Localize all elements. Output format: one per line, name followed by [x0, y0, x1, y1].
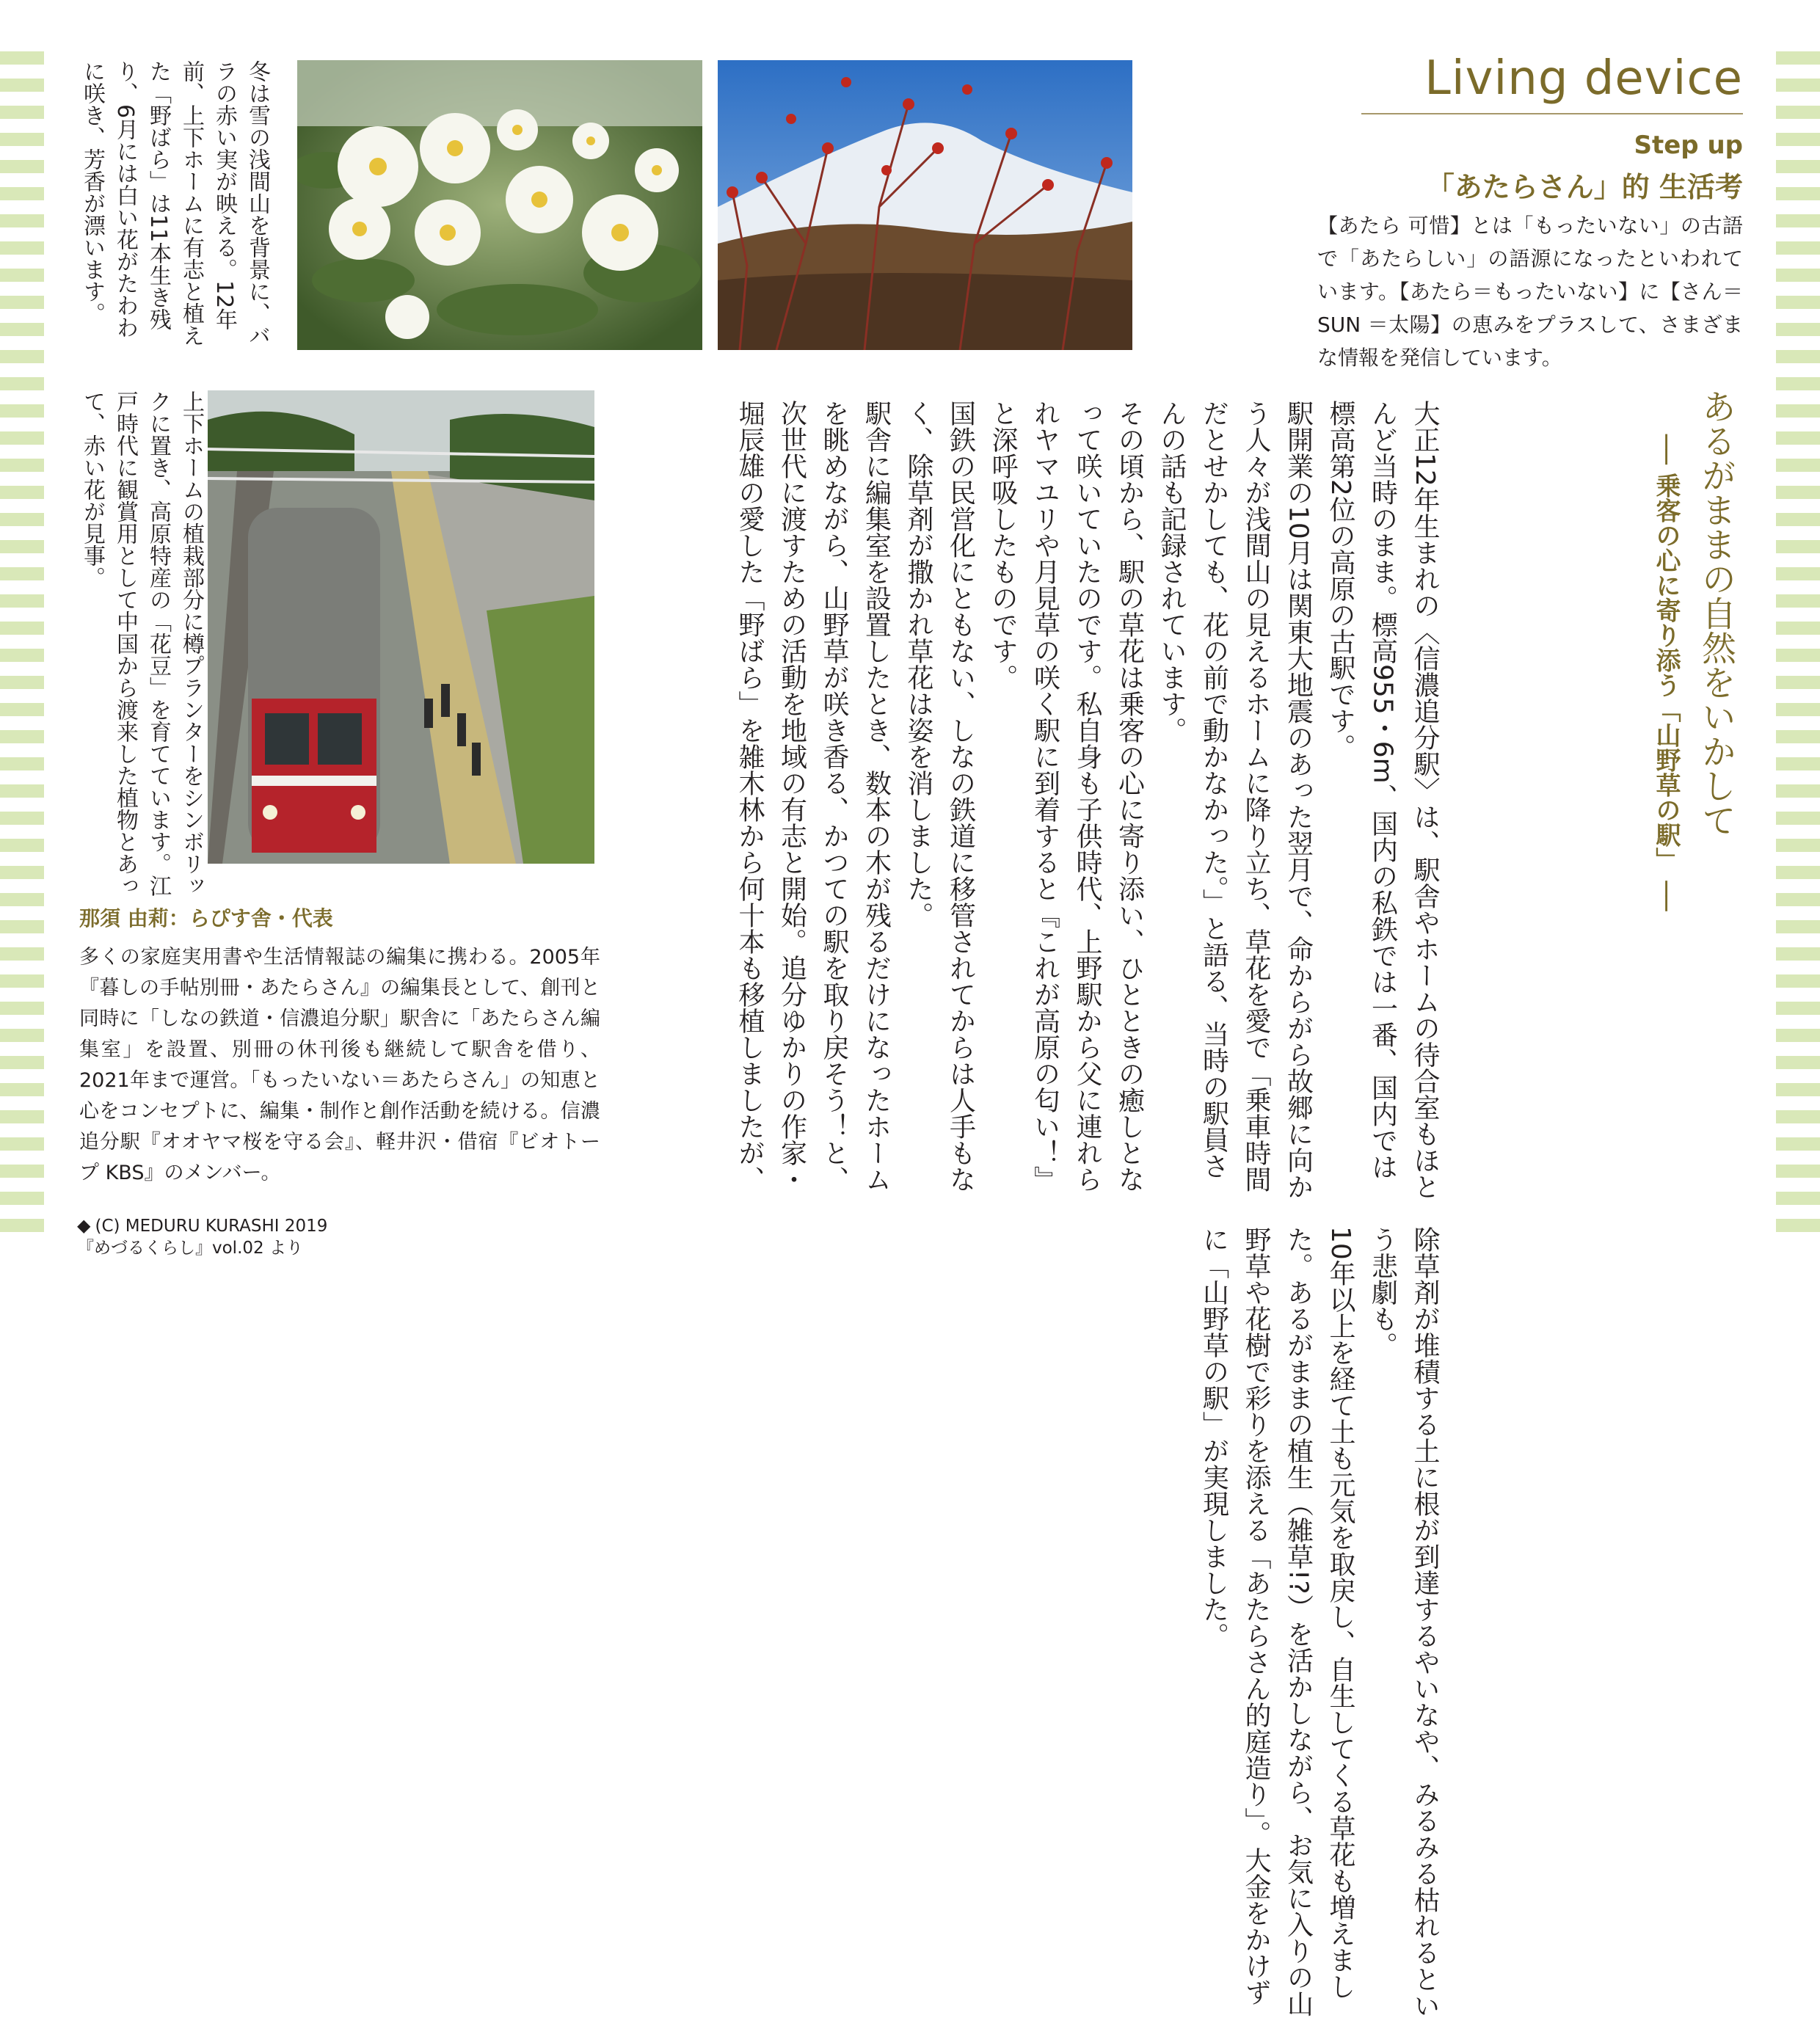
- stripe-bar: [0, 51, 44, 65]
- copyright: (C) MEDURU KURASHI 2019: [95, 1217, 328, 1236]
- step-up-label: Step up: [1634, 131, 1743, 160]
- stripe-bar: [1776, 784, 1820, 798]
- stripe-bar: [0, 323, 44, 336]
- header: [1361, 51, 1743, 205]
- stripe-bar: [1776, 1029, 1820, 1042]
- stripe-bar: [1776, 866, 1820, 879]
- stripe-bar: [0, 1056, 44, 1069]
- stripe-bar: [0, 404, 44, 418]
- stripe-bar: [1776, 594, 1820, 608]
- right-stripe-border: [1776, 51, 1820, 1262]
- stripe-bar: [0, 757, 44, 770]
- stripe-bar: [0, 1137, 44, 1151]
- stripe-bar: [0, 241, 44, 255]
- stripe-bar: [0, 866, 44, 879]
- stripe-bar: [0, 133, 44, 146]
- author-profile: [79, 903, 600, 1189]
- source-note: 『めづるくらし』vol.02 より: [77, 1239, 303, 1258]
- stripe-bar: [1776, 676, 1820, 689]
- stripe-bar: [1776, 214, 1820, 227]
- stripe-bar: [1776, 920, 1820, 933]
- stripe-bar: [0, 106, 44, 119]
- stripe-bar: [1776, 1165, 1820, 1178]
- stripe-bar: [0, 486, 44, 499]
- caption-roses: 冬は雪の浅間山を背景に、バラの赤い実が映える。12年前、上下ホームに有志と植えた「野ばら」は11本生き残り、6月には白い花がたわわに咲き、芳香が漂います。: [79, 60, 270, 346]
- stripe-bar: [1776, 839, 1820, 852]
- photo-white-roses: [297, 60, 702, 350]
- stripe-bar: [0, 594, 44, 608]
- stripe-bar: [0, 1192, 44, 1205]
- stripe-bar: [0, 676, 44, 689]
- article-paragraph: その頃から、駅の草花は乗客の心に寄り添い、ひとときの癒しとなって咲いていたのです。私自身も子供時代、上野駅から父に連れられヤマユリや月見草の咲く駅に到着すると『これが高原の匂い！』と深呼吸したものです。: [988, 400, 1145, 1192]
- stripe-bar: [0, 269, 44, 282]
- author-bio: 多くの家庭実用書や生活情報誌の編集に携わる。2005年『暮しの手帖別冊・あたらさん』の編集長として、創刊と同時に「しなの鉄道・信濃追分駅」駅舎に「あたらさん編集室」を設置、別冊の休刊後も継続して駅舎を借り、2021年まで運営。「もったいない＝あたらさん」の知恵と心をコンセプトに、編集・制作と創作活動を続ける。信濃追分駅『オオヤマ桜を守る会』、軽井沢・借宿『ビオトープ KBS』のメンバー。: [79, 946, 600, 1184]
- stripe-bar: [1776, 323, 1820, 336]
- stripe-bar: [0, 459, 44, 472]
- stripe-bar: [1776, 106, 1820, 119]
- stripe-bar: [1776, 757, 1820, 770]
- stripe-bar: [1776, 1137, 1820, 1151]
- caption-station: 上下ホームの植栽部分に樽プランターをシンボリックに置き、高原特産の「花豆」を育てています。江戸時代に観賞用として中国から渡来した植物とあって、赤い花が見事。: [79, 390, 204, 897]
- stripe-bar: [1776, 974, 1820, 988]
- stripe-bar: [1776, 296, 1820, 309]
- stripe-bar: [0, 974, 44, 988]
- stripe-bar: [0, 350, 44, 363]
- stripe-bar: [0, 1002, 44, 1015]
- stripe-bar: [0, 839, 44, 852]
- stripe-bar: [1776, 350, 1820, 363]
- stripe-bar: [0, 187, 44, 200]
- stripe-bar: [1776, 1192, 1820, 1205]
- credit: [77, 1214, 327, 1259]
- stripe-bar: [1776, 486, 1820, 499]
- stripe-bar: [1776, 187, 1820, 200]
- stripe-bar: [0, 1219, 44, 1232]
- stripe-bar: [0, 160, 44, 173]
- stripe-bar: [0, 214, 44, 227]
- stripe-bar: [1776, 1056, 1820, 1069]
- stripe-bar: [1776, 51, 1820, 65]
- stripe-bar: [1776, 1110, 1820, 1123]
- stripe-bar: [0, 79, 44, 92]
- stripe-bar: [0, 812, 44, 825]
- diamond-icon: ◆: [77, 1215, 91, 1236]
- stripe-bar: [0, 1029, 44, 1042]
- stripe-bar: [1776, 404, 1820, 418]
- stripe-bar: [0, 622, 44, 635]
- stripe-bar: [0, 947, 44, 961]
- stripe-bar: [1776, 649, 1820, 662]
- stripe-bar: [0, 784, 44, 798]
- stripe-bar: [1776, 377, 1820, 390]
- stripe-bar: [0, 730, 44, 743]
- stripe-bar: [1776, 241, 1820, 255]
- stripe-bar: [0, 893, 44, 906]
- stripe-bar: [0, 703, 44, 716]
- article-paragraph: 大正12年生まれの〈信濃追分駅〉は、駅舎やホームの待合室もほとんど当時のまま。標高955・6m、国内の私鉄では一番、国内では標高第2位の高原の古駅です。: [1325, 400, 1440, 1200]
- stripe-bar: [1776, 160, 1820, 173]
- stripe-bar: [1776, 1219, 1820, 1232]
- stripe-bar: [1776, 79, 1820, 92]
- stripe-bar: [1776, 1002, 1820, 1015]
- stripe-bar: [1776, 133, 1820, 146]
- photo-station-train: [208, 390, 594, 864]
- stripe-bar: [0, 540, 44, 553]
- left-stripe-border: [0, 51, 44, 1262]
- article-body: [646, 400, 1446, 2019]
- article-subheading: ── 乗客の心に寄り添う「山野草の駅」 ──: [1651, 434, 1681, 911]
- stripe-bar: [0, 1110, 44, 1123]
- photo-red-rose-hips-asama: [718, 60, 1132, 350]
- stripe-bar: [1776, 431, 1820, 445]
- stripe-bar: [0, 296, 44, 309]
- page-title: Living device: [1361, 51, 1743, 114]
- stripe-bar: [1776, 893, 1820, 906]
- stripe-bar: [0, 431, 44, 445]
- stripe-bar: [1776, 812, 1820, 825]
- stripe-bar: [0, 649, 44, 662]
- article-paragraph: 駅舎に編集室を設置したとき、数本の木が残るだけになったホームを眺めながら、山野草が咲き香る、かつての駅を取り戻そう！と、次世代に渡すための活動を地域の有志と開始。追分ゆかりの作家・堀辰雄の愛した「野ばら」を雑木林から何十本も移植しましたが、除草剤が堆積する土に根が到達するやいなや、みるみる枯れるという悲劇も。: [735, 400, 1440, 2019]
- stripe-bar: [1776, 622, 1820, 635]
- series-subtitle: 「あたらさん」的 生活考: [1426, 171, 1743, 203]
- stripe-bar: [1776, 703, 1820, 716]
- article-heading: あるがままの自然をいかして: [1696, 389, 1736, 837]
- article-paragraph: 10年以上を経て土も元気を取戻し、自生してくる草花も増えました。あるがままの植生（雑草!?）を活かしながら、お気に入りの山野草や花樹で彩りを添える「あたらさん的庭造り」。大金をかけずに「山野草の駅」が実現しました。: [1198, 1226, 1355, 2017]
- stripe-bar: [1776, 269, 1820, 282]
- stripe-bar: [0, 1083, 44, 1096]
- stripe-bar: [0, 1165, 44, 1178]
- stripe-bar: [1776, 1083, 1820, 1096]
- stripe-bar: [1776, 947, 1820, 961]
- article-paragraph: 国鉄の民営化にともない、しなの鉄道に移管されてからは人手もなく、除草剤が撒かれ草花は姿を消しました。: [903, 400, 976, 1192]
- intro-text: 【あたら 可惜】とは「もったいない」の古語で「あたらしい」の語源になったといわれています。【あたら＝もったいない】に【さん＝ SUN ＝太陽】の恵みをプラスして、さまざまな情報を発信しています。: [1317, 214, 1743, 370]
- stripe-bar: [1776, 567, 1820, 580]
- stripe-bar: [0, 377, 44, 390]
- stripe-bar: [0, 920, 44, 933]
- stripe-bar: [1776, 540, 1820, 553]
- stripe-bar: [1776, 513, 1820, 526]
- stripe-bar: [1776, 730, 1820, 743]
- stripe-bar: [1776, 459, 1820, 472]
- author-name: 那須 由莉：らぴす舎・代表: [79, 906, 333, 930]
- stripe-bar: [0, 513, 44, 526]
- stripe-bar: [0, 567, 44, 580]
- article-paragraph: 駅開業の10月は関東大地震のあった翌月で、命からがら故郷に向かう人々が浅間山の見えるホームに降り立ち、草花を愛で「乗車時間だとせかしても、花の前で動かなかった。」と語る、当時の駅員さんの話も記録されています。: [1157, 400, 1314, 1200]
